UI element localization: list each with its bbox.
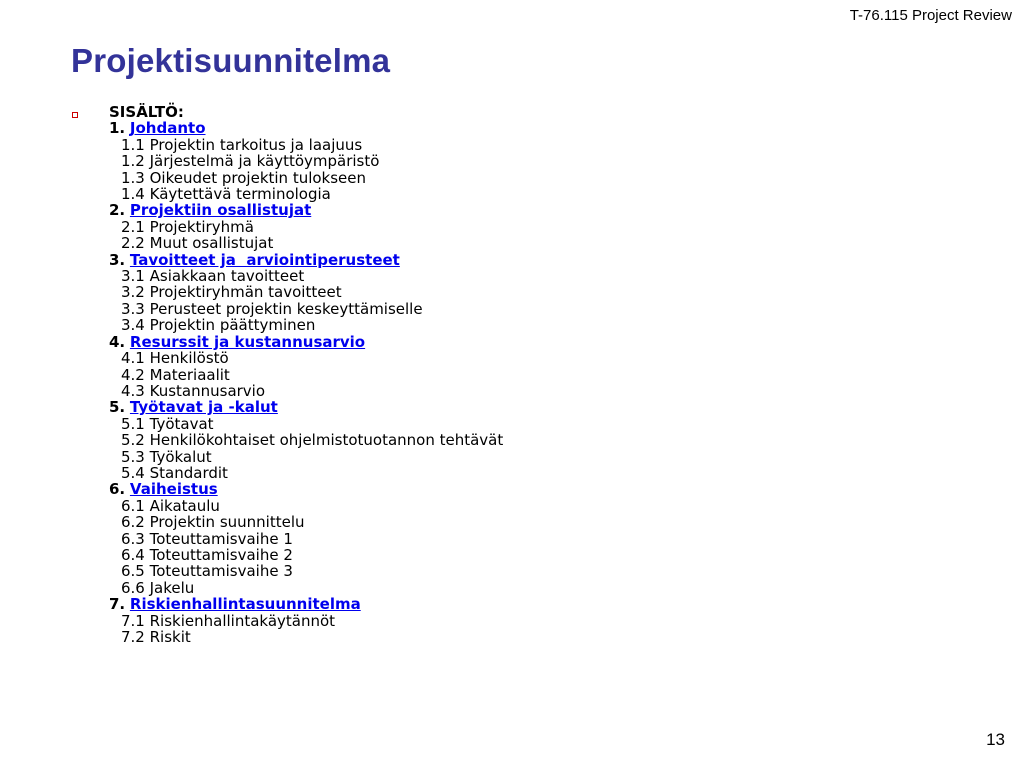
toc-subitem: 6.3 Toteuttamisvaihe 1 [121, 529, 293, 548]
section-link[interactable]: Vaiheistus [129, 480, 218, 499]
toc-section-3 [109, 252, 503, 268]
toc-subitem: 3.2 Projektiryhmän tavoitteet [121, 283, 342, 302]
toc-subitem: 5.4 Standardit [121, 463, 228, 482]
section-link[interactable]: Työtavat ja -kalut [129, 398, 278, 417]
toc-section-6 [109, 481, 503, 497]
section-link[interactable]: Riskienhallintasuunnitelma [129, 595, 361, 614]
toc-section-4 [109, 334, 503, 350]
toc-subitem: 6.4 Toteuttamisvaihe 2 [121, 545, 293, 564]
toc-section-2 [109, 202, 503, 218]
toc-subitem: 3.3 Perusteet projektin keskeyttämiselle [121, 299, 423, 318]
section-number: 1. [109, 119, 126, 138]
toc-subitem: 1.3 Oikeudet projektin tulokseen [121, 168, 367, 187]
toc-subitem: 4.1 Henkilöstö [121, 349, 229, 368]
section-link[interactable]: Tavoitteet ja arviointiperusteet [129, 250, 400, 269]
page-number: 13 [986, 730, 1005, 749]
header-label: T-76.115 Project Review [849, 7, 1012, 24]
toc-section-7 [109, 596, 503, 612]
toc-subitem: 6.5 Toteuttamisvaihe 3 [121, 562, 293, 581]
slide-title: Projektisuunnitelma [71, 42, 391, 79]
section-link[interactable]: Johdanto [129, 119, 206, 138]
toc-subitem: 5.1 Työtavat [121, 414, 214, 433]
toc-subitem: 3.4 Projektin päättyminen [121, 316, 316, 335]
section-number: 7. [109, 595, 126, 614]
section-number: 3. [109, 250, 126, 269]
section-number: 6. [109, 480, 126, 499]
toc-subitem: 6.2 Projektin suunnittelu [121, 513, 305, 532]
section-link[interactable]: Resurssit ja kustannusarvio [129, 332, 366, 351]
toc-subitem: 4.2 Materiaalit [121, 365, 230, 384]
toc-subitem: 7.1 Riskienhallintakäytännöt [121, 611, 336, 630]
toc-subitem: 1.2 Järjestelmä ja käyttöympäristö [121, 152, 380, 171]
section-link[interactable]: Projektiin osallistujat [129, 201, 312, 220]
section-number: 4. [109, 332, 126, 351]
bullet-icon [72, 112, 78, 118]
toc-subitem: 6.1 Aikataulu [121, 496, 220, 515]
toc-heading: SISÄLTÖ: [109, 103, 184, 121]
toc-subitem: 4.3 Kustannusarvio [121, 381, 266, 400]
toc-subitem: 7.2 Riskit [121, 628, 191, 646]
toc-subitem: 3.1 Asiakkaan tavoitteet [121, 267, 305, 286]
toc-subitem: 6.6 Jakelu [121, 578, 195, 597]
toc-subitem: 5.3 Työkalut [121, 447, 212, 466]
toc-subitem: 1.1 Projektin tarkoitus ja laajuus [121, 135, 363, 154]
table-of-contents [109, 104, 503, 645]
toc-subitem: 1.4 Käytettävä terminologia [121, 185, 331, 204]
section-number: 2. [109, 201, 126, 220]
toc-subitem: 2.2 Muut osallistujat [121, 234, 274, 253]
toc-section-1 [109, 120, 503, 136]
toc-subitem: 2.1 Projektiryhmä [121, 217, 254, 236]
toc-section-5 [109, 399, 503, 415]
toc-subitem: 5.2 Henkilökohtaiset ohjelmistotuotannon tehtävät [121, 431, 504, 450]
section-number: 5. [109, 398, 126, 417]
